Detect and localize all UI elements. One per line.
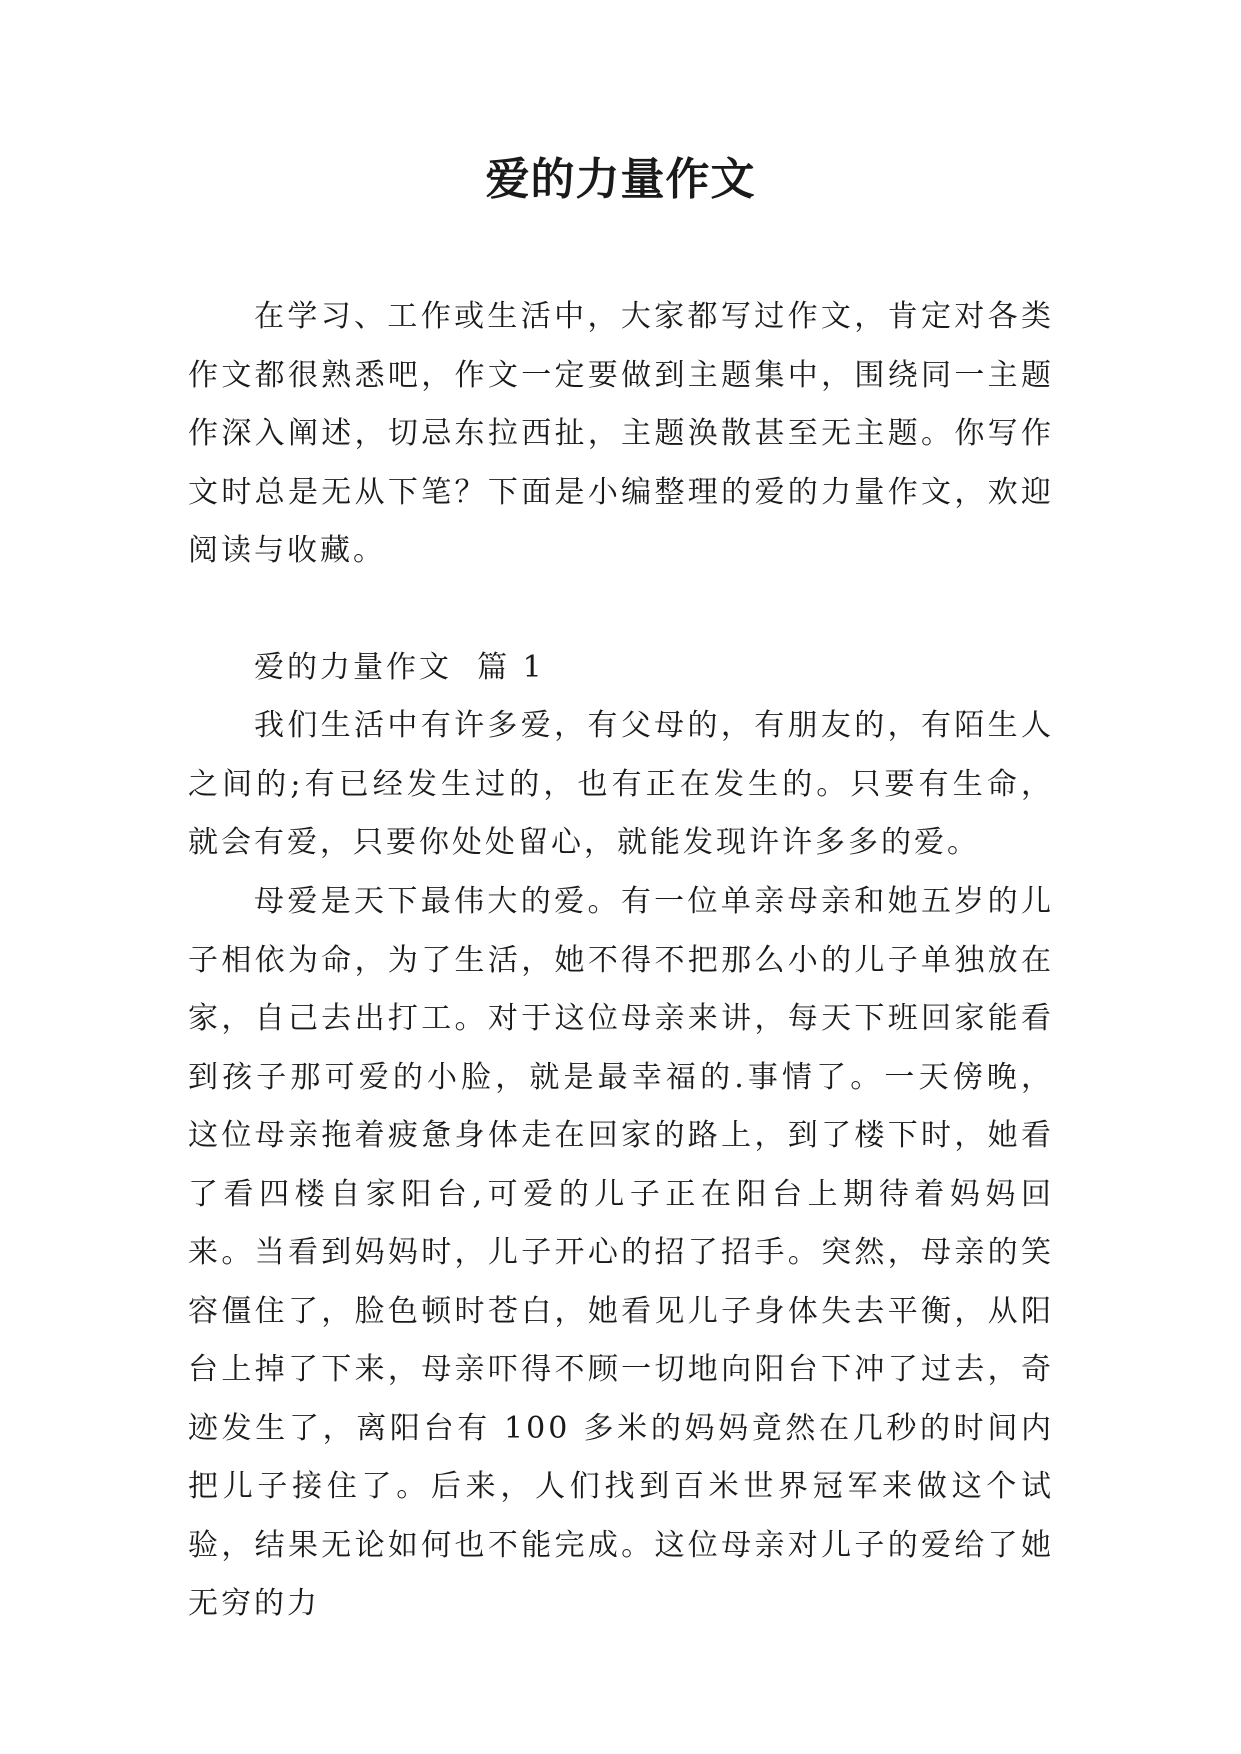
intro-paragraph: 在学习、工作或生活中，大家都写过作文，肯定对各类作文都很熟悉吧，作文一定要做到主题集中，围绕同一主题作深入阐述，切忌东拉西扯，主题涣散甚至无主题。你写作文时总是无从下笔？下面是小编整理的爱的力量作文，欢迎阅读与收藏。 <box>188 299 1054 568</box>
section-heading: 爱的力量作文 篇 1 <box>254 650 545 685</box>
body-paragraph-1: 我们生活中有许多爱，有父母的，有朋友的，有陌生人之间的;有已经发生过的，也有正在发生的。只要有生命，就会有爱，只要你处处留心，就能发现许许多多的爱。 <box>188 708 1054 860</box>
document-title: 爱的力量作文 <box>485 154 756 205</box>
body-paragraph-2: 母爱是天下最伟大的爱。有一位单亲母亲和她五岁的儿子相依为命，为了生活，她不得不把那么小的儿子单独放在家，自己去出打工。对于这位母亲来讲，每天下班回家能看到孩子那可爱的小脸，就是最幸福的.事情了。一天傍晚，这位母亲拖着疲惫身体走在回家的路上，到了楼下时，她看了看四楼自家阳台,可爱的儿子正在阳台上期待着妈妈回来。当看到妈妈时，儿子开心的招了招手。突然，母亲的笑容僵住了，脸色顿时苍白，她看见儿子身体失去平衡，从阳台上掉了下来，母亲吓得不顾一切地向阳台下冲了过去，奇迹发生了，离阳台有 100 多米的妈妈竟然在几秒的时间内把儿子接住了。后来，人们找到百米世界冠军来做这个试验，结果无论如何也不能完成。这位母亲对儿子的爱给了她无穷的力 <box>188 884 1054 1621</box>
